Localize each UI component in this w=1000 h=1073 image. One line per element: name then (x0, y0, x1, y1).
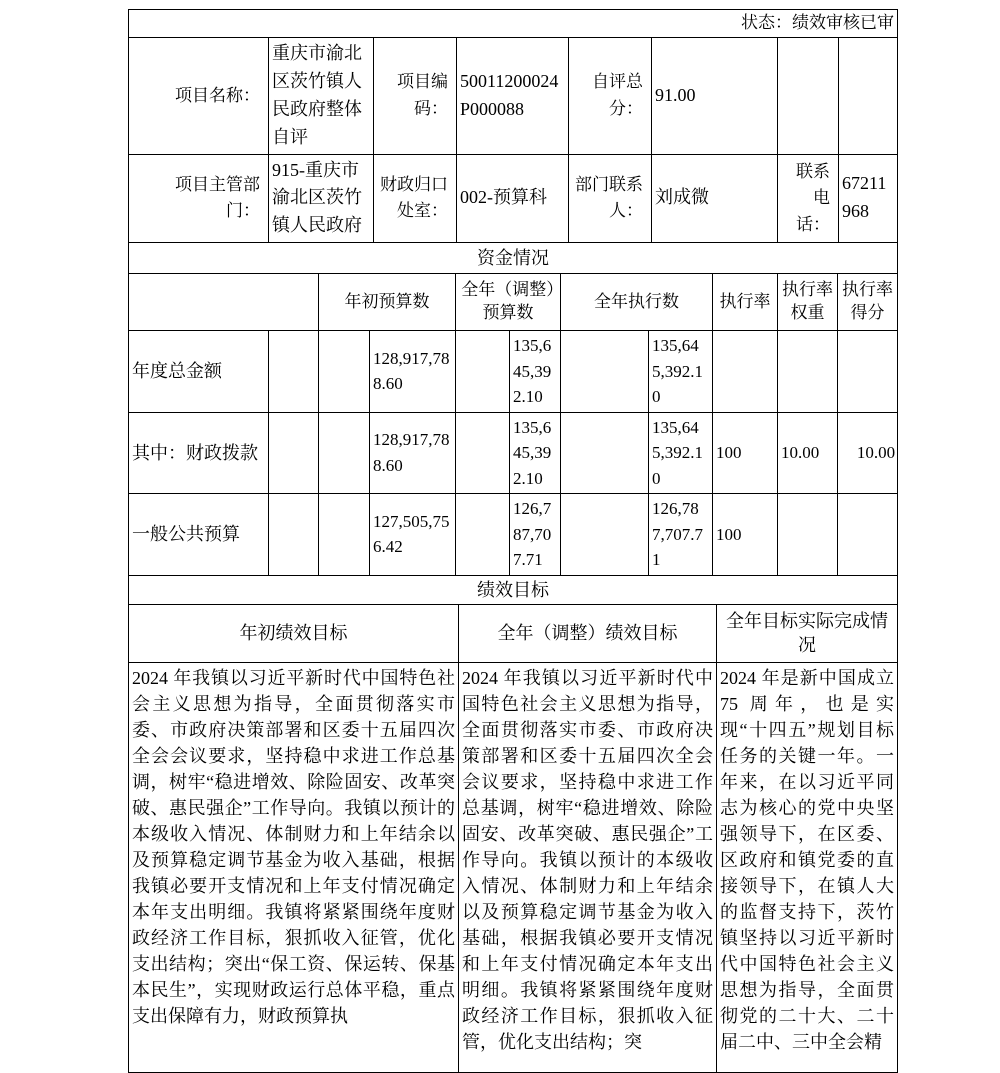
performance-report-table (128, 9, 897, 1073)
actual-completion-cell (717, 662, 898, 1072)
initial-budget-header: 年初预算数 (319, 274, 456, 331)
project-info-table (128, 9, 898, 243)
finance-office-value: 002-预算科 (457, 154, 569, 243)
rate-value: 100 (713, 494, 778, 576)
empty-cell (561, 494, 649, 576)
self-score-value: 91.00 (652, 37, 778, 154)
rate-score-value (838, 331, 898, 413)
empty-cell (778, 37, 839, 154)
rate-score-value (838, 494, 898, 576)
rate-weight-value (778, 494, 838, 576)
self-score-label: 自评总分： (569, 37, 652, 154)
department-value: 915-重庆市渝北区茨竹镇人民政府 (269, 154, 374, 243)
initial-budget-value: 128,917,788.60 (370, 331, 456, 413)
performance-header-row (129, 604, 898, 662)
contact-phone-label: 联系电话： (778, 154, 839, 243)
empty-cell (839, 37, 898, 154)
funding-row-label: 一般公共预算 (129, 494, 269, 576)
empty-cell (319, 494, 370, 576)
rate-weight-header: 执行率权重 (778, 274, 838, 331)
adjusted-budget-header: 全年（调整）预算数 (456, 274, 561, 331)
performance-section-header (129, 575, 898, 604)
performance-goals-table (128, 575, 898, 1073)
empty-cell (269, 331, 319, 413)
initial-goal-text: 2024 年我镇以习近平新时代中国特色社会主义思想为指导，全面贯彻落实市委、市政府决策部署和区委十五届四次全会会议要求，坚持稳中求进工作总基调，树牢“稳进增效、除险固安、改革突破、惠民强企”工作导向。我镇以预计的本级收入情况、体制财力和上年结余以及预算稳定调节基金为收入基础，根据我镇必要开支情况和上年支付情况确定本年支出明细。我镇将紧紧围绕年度财政经济工作目标，狠抓收入征管，优化支出结构；突出“保工资、保运转、保基本民生”，实现财政运行总体平稳，重点支出保障有力，财政预算执 (132, 667, 455, 1026)
contact-person-value: 刘成微 (652, 154, 778, 243)
empty-cell (561, 331, 649, 413)
initial-goal-cell (129, 662, 459, 1072)
empty-cell (561, 412, 649, 494)
empty-cell (319, 331, 370, 413)
empty-cell (129, 274, 319, 331)
adjusted-goal-text: 2024 年我镇以习近平新时代中国特色社会主义思想为指导，全面贯彻落实市委、市政府决策部署和区委十五届四次全会会议要求，坚持稳中求进工作总基调，树牢“稳进增效、除险固安、改革突破、惠民强企”工作导向。我镇以预计的本级收入情况、体制财力和上年结余以及预算稳定调节基金为收入基础，根据我镇必要开支情况和上年支付情况确定本年支出明细。我镇将紧紧围绕年度财政经济工作目标，狠抓收入征管，优化支出结构；突 (462, 667, 713, 1052)
performance-section-title: 绩效目标 (129, 575, 898, 604)
table-row (129, 494, 898, 576)
rate-header: 执行率 (713, 274, 778, 331)
initial-goal-header: 年初绩效目标 (129, 604, 459, 662)
funding-section-title: 资金情况 (129, 243, 898, 274)
performance-text-row (129, 662, 898, 1072)
empty-cell (456, 331, 510, 413)
actual-completion-header: 全年目标实际完成情况 (717, 604, 898, 662)
project-name-value: 重庆市渝北区茨竹镇人民政府整体自评 (269, 37, 374, 154)
executed-value: 135,645,392.10 (649, 412, 713, 494)
status-row (129, 10, 898, 38)
rate-weight-value (778, 331, 838, 413)
initial-budget-value: 127,505,756.42 (370, 494, 456, 576)
adjusted-budget-value: 135,645,392.10 (510, 412, 561, 494)
table-row (129, 412, 898, 494)
executed-value: 126,787,707.71 (649, 494, 713, 576)
funding-section-header (129, 243, 898, 274)
adjusted-goal-header: 全年（调整）绩效目标 (459, 604, 717, 662)
funding-row-label: 年度总金额 (129, 331, 269, 413)
status-text: 状态：绩效审核已审 (129, 10, 898, 38)
funding-table (128, 242, 898, 576)
rate-score-value: 10.00 (838, 412, 898, 494)
rate-weight-value: 10.00 (778, 412, 838, 494)
executed-value: 135,645,392.10 (649, 331, 713, 413)
empty-cell (319, 412, 370, 494)
adjusted-budget-value: 126,787,707.71 (510, 494, 561, 576)
project-name-label: 项目名称： (129, 37, 269, 154)
actual-completion-text: 2024 年是新中国成立 75 周年，也是实现“十四五”规划目标任务的关键一年。一年来，在以习近平同志为核心的党中央坚强领导下，在区委、区政府和镇党委的直接领导下，在镇人大的监督支持下，茨竹镇坚持以习近平新时代中国特色社会主义思想为指导，全面贯彻党的二十大、二十届二中、三中全会精 (720, 667, 895, 1052)
adjusted-budget-value: 135,645,392.10 (510, 331, 561, 413)
executed-header: 全年执行数 (561, 274, 713, 331)
empty-cell (269, 494, 319, 576)
rate-score-header: 执行率得分 (838, 274, 898, 331)
adjusted-goal-cell (459, 662, 717, 1072)
empty-cell (269, 412, 319, 494)
contact-person-label: 部门联系人： (569, 154, 652, 243)
table-row (129, 331, 898, 413)
rate-value (713, 331, 778, 413)
funding-header-row (129, 274, 898, 331)
finance-office-label: 财政归口处室： (374, 154, 457, 243)
funding-row-label: 其中：财政拨款 (129, 412, 269, 494)
project-code-label: 项目编码： (374, 37, 457, 154)
initial-budget-value: 128,917,788.60 (370, 412, 456, 494)
empty-cell (456, 412, 510, 494)
rate-value: 100 (713, 412, 778, 494)
project-name-row (129, 37, 898, 154)
department-label: 项目主管部门： (129, 154, 269, 243)
empty-cell (456, 494, 510, 576)
project-code-value: 50011200024P000088 (457, 37, 569, 154)
contact-phone-value: 67211968 (839, 154, 898, 243)
department-row (129, 154, 898, 243)
